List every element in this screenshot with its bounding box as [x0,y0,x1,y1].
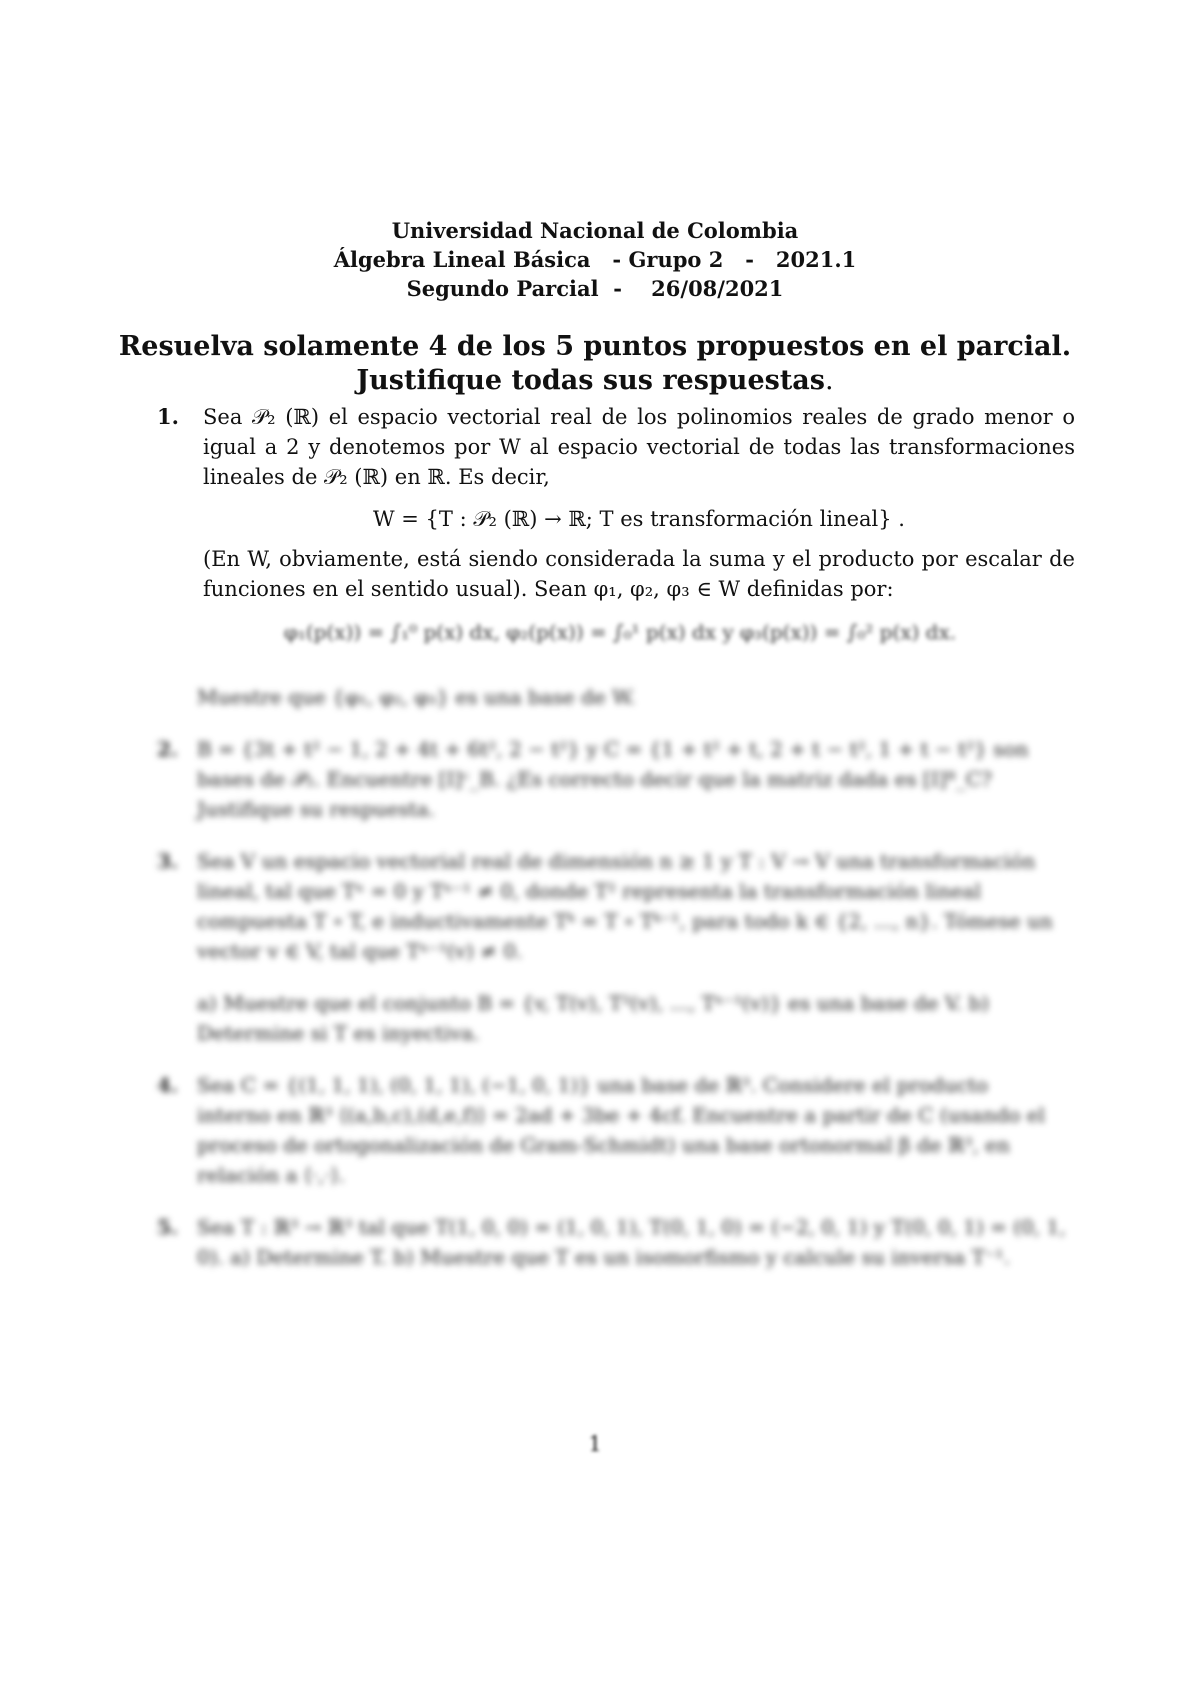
blurred-item-1-text: Muestre que {φ₁, φ₂, φ₃} es una base de W. [197,685,636,709]
page-number: 1 [588,1432,602,1456]
blurred-item-2-text: B = {3t + t² − 1, 2 + 4t + 6t², 2 − t²} y C = {1 + t² + t, 2 + t − t², 1 + t − t²} son bases de 𝒫₂. Encuentre [I]ᶜ_B. ¿Es correcto decir que la matriz dada es [I]ᴮ_C? Justifique su respuesta. [197,737,1029,821]
blurred-item-3-text: Sea V un espacio vectorial real de dimensión n ≥ 1 y T : V → V una transformación lineal, tal que Tⁿ = 0 y Tⁿ⁻¹ ≠ 0, donde T² representa la transformación lineal compuesta T ∘ T, e inductivamente Tᵏ = T ∘ Tᵏ⁻¹, para todo k ∈ {2, ..., n}. Tómese un vector v ∈ V, tal que Tⁿ⁻¹(v) ≠ 0. [197,849,1053,963]
problem-1-integrals: φ₁(p(x)) = ∫₁⁰ p(x) dx, φ₂(p(x)) = ∫₀¹ p(x) dx y φ₃(p(x)) = ∫₀² p(x) dx. [283,620,957,644]
blurred-problems [157,682,1077,1294]
blurred-item-3-number: 3. [157,849,178,873]
blurred-item-6-text: Sea T : ℝ³ → ℝ³ tal que T(1, 0, 0) = (1, 0, 1), T(0, 1, 0) = (−2, 0, 1) y T(0, 0, 1) = (0, 1, 0). a) Determine T. b) Muestre que T es un isomorfismo y calcule su inversa T⁻¹. [197,1215,1066,1269]
blurred-item-5-number: 4. [157,1073,178,1097]
instructions [0,330,1190,398]
course-line: Álgebra Lineal Básica - Grupo 2 - 2021.1 [333,247,857,272]
blurred-item-4-text: a) Muestre que el conjunto B = {v, T(v), T²(v), ..., Tⁿ⁻¹(v)} es una base de V. b) Determine si T es inyectiva. [197,991,990,1045]
problem-1 [157,402,1075,604]
blurred-item-2 [157,734,1077,824]
blurred-item-6 [157,1212,1077,1272]
blurred-item-1 [157,682,1077,712]
problem-1-number: 1. [157,404,179,429]
problem-1-paragraph-2: (En W, obviamente, está siendo considerada la suma y el producto por escalar de funciones en el sentido usual). Sean φ₁, φ₂, φ₃ ∈ W definidas por: [203,547,1075,601]
blurred-item-5 [157,1070,1077,1190]
exam-line: Segundo Parcial - 26/08/2021 [406,276,784,301]
problem-1-display-equation: W = {T : 𝒫₂ (ℝ) → ℝ; T es transformación lineal} . [373,507,905,531]
blurred-item-3 [157,846,1077,966]
instructions-line-2-text: Justifique todas sus respuestas [356,365,825,396]
exam-header [0,216,1190,303]
blurred-item-6-number: 5. [157,1215,178,1239]
blurred-item-4 [157,988,1077,1048]
blurred-item-2-number: 2. [157,737,178,761]
problem-1-paragraph-1: Sea 𝒫₂ (ℝ) el espacio vectorial real de los polinomios reales de grado menor o igual a 2 y denotemos por W al espacio vectorial de todas las transformaciones lineales de 𝒫₂ (ℝ) en ℝ. Es decir, [203,405,1075,489]
instructions-line-1: Resuelva solamente 4 de los 5 puntos propuestos en el parcial. [118,331,1072,362]
blurred-item-5-text: Sea C = {(1, 1, 1), (0, 1, 1), (−1, 0, 1)} una base de ℝ³. Considere el producto interno en ℝ³ ⟨(a,b,c),(d,e,f)⟩ = 2ad + 3be + 4cf. Encuentre a partir de C (usando el proceso de ortogonalización de Gram-Schmidt) una base ortonormal β de ℝ³, en relación a ⟨·,·⟩. [197,1073,1046,1187]
instructions-line-2: Justifique todas sus respuestas. [356,365,834,396]
university-name: Universidad Nacional de Colombia [391,218,799,243]
